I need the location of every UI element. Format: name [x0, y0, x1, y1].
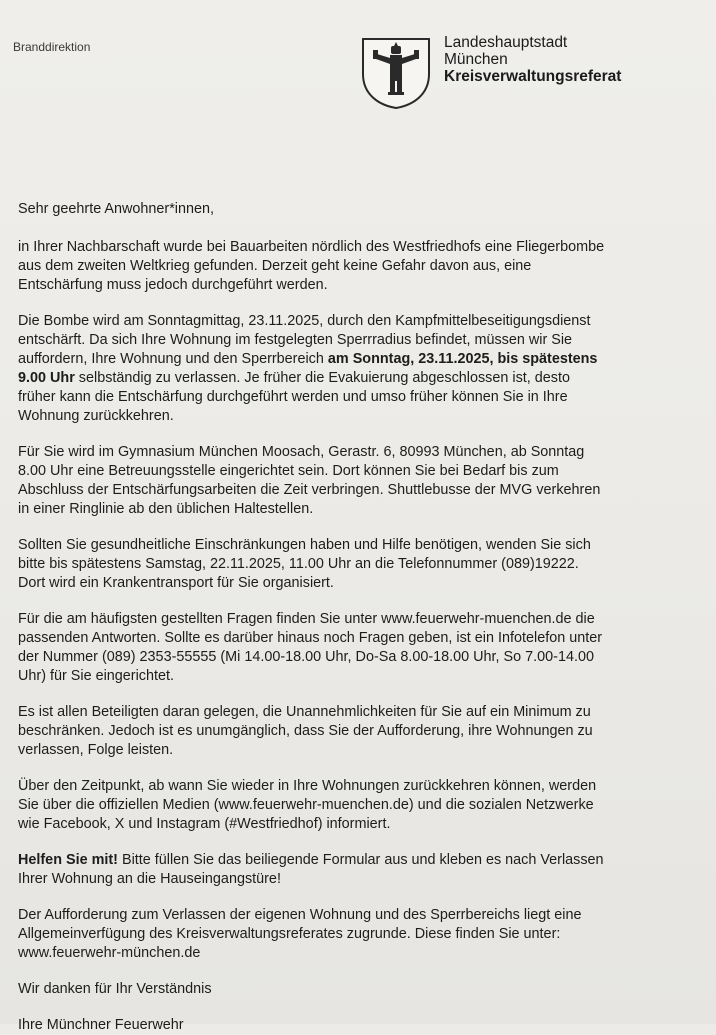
paragraph-9-line: Der Aufforderung zum Verlassen der eigenen Wohnung und des Sperrbereichs liegt eine — [18, 907, 582, 923]
salutation: Sehr geehrte Anwohner*innen, — [18, 201, 215, 217]
paragraph-4-line: Sollten Sie gesundheitliche Einschränkungen haben und Hilfe benötigen, wenden Sie sich — [18, 537, 591, 553]
issuer-block — [444, 34, 621, 85]
paragraph-2-line: früher kann die Entschärfung durchgeführt werden und umso früher können Sie in Ihre — [18, 389, 568, 405]
paragraph-7-line: Sie über die offiziellen Medien (www.feuerwehr-muenchen.de) und die sozialen Netzwerke — [18, 797, 594, 813]
paragraph-9-line: www.feuerwehr-münchen.de — [18, 945, 201, 961]
help-callout: Helfen Sie mit! — [18, 852, 118, 868]
paragraph-5-line: der Nummer (089) 2353-55555 (Mi 14.00-18.00 Uhr, Do-Sa 8.00-18.00 Uhr, So 7.00-14.00 — [18, 649, 594, 665]
paragraph-5-line: passenden Antworten. Sollte es darüber hinaus noch Fragen geben, ist ein Infotelefon unter — [18, 630, 603, 646]
paragraph-6-line: beschränken. Jedoch ist es unumgänglich, dass Sie der Aufforderung, ihre Wohnungen zu — [18, 723, 593, 739]
paragraph-2-text: auffordern, Ihre Wohnung und den Sperrbereich — [18, 351, 328, 367]
paragraph-6-line: verlassen, Folge leisten. — [18, 742, 174, 758]
paragraph-4-line: bitte bis spätestens Samstag, 22.11.2025, 11.00 Uhr an die Telefonnummer (089)19222. — [18, 556, 579, 572]
paragraph-8-text: Bitte füllen Sie das beiliegende Formular aus und kleben es nach Verlassen — [117, 852, 604, 868]
issuer-line-name: München — [444, 51, 508, 68]
issuer-line-city: Landeshauptstadt — [444, 34, 568, 51]
paragraph-2-line — [18, 350, 698, 369]
paragraph-3-line: 8.00 Uhr eine Betreuungsstelle eingerichtet sein. Dort können Sie bei Bedarf bis zum — [18, 463, 559, 479]
paragraph-2-line: Die Bombe wird am Sonntagmittag, 23.11.2025, durch den Kampfmittelbeseitigungsdienst — [18, 313, 591, 329]
paragraph-2-line: Wohnung zurückkehren. — [18, 408, 174, 424]
paragraph-5-line: Uhr) für Sie eingerichtet. — [18, 668, 174, 684]
paragraph-3-line: in einer Ringlinie ab den üblichen Haltestellen. — [18, 501, 314, 517]
issuer-line-department: Kreisverwaltungsreferat — [444, 68, 622, 85]
signature: Ihre Münchner Feuerwehr — [18, 1017, 184, 1033]
paragraph-2-line — [18, 369, 698, 388]
paragraph-2-text: selbständig zu verlassen. Je früher die Evakuierung abgeschlossen ist, desto — [74, 370, 570, 386]
paragraph-8-line: Ihrer Wohnung an die Hauseingangstüre! — [18, 871, 281, 887]
paragraph-5-line: Für die am häufigsten gestellten Fragen finden Sie unter www.feuerwehr-muenchen.de die — [18, 611, 595, 627]
deadline-highlight: am Sonntag, 23.11.2025, bis spätestens — [327, 351, 598, 367]
paragraph-7-line: wie Facebook, X und Instagram (#Westfriedhof) informiert. — [18, 816, 391, 832]
paragraph-8-line — [18, 851, 698, 870]
paragraph-3-line: Für Sie wird im Gymnasium München Moosach, Gerastr. 6, 80993 München, ab Sonntag — [18, 444, 585, 460]
paragraph-1-line: Entschärfung muss jedoch durchgeführt werden. — [18, 277, 328, 293]
paragraph-2-line: entschärft. Da sich Ihre Wohnung im festgelegten Sperrradius befindet, müssen wir Sie — [18, 332, 573, 348]
paragraph-6-line: Es ist allen Beteiligten daran gelegen, die Unannehmlichkeiten für Sie auf ein Minimum zu — [18, 704, 591, 720]
paragraph-7-line: Über den Zeitpunkt, ab wann Sie wieder in Ihre Wohnungen zurückkehren können, werden — [18, 778, 597, 794]
letter-body — [18, 200, 698, 1035]
paragraph-3-line: Abschluss der Entschärfungsarbeiten die Zeit verbringen. Shuttlebusse der MVG verkehren — [18, 482, 601, 498]
paragraph-4-line: Dort wird ein Krankentransport für Sie organisiert. — [18, 575, 334, 591]
paragraph-9-line: Allgemeinverfügung des Kreisverwaltungsreferates zugrunde. Diese finden Sie unter: — [18, 926, 561, 942]
paragraph-1-line: aus dem zweiten Weltkrieg gefunden. Derzeit geht keine Gefahr davon aus, eine — [18, 258, 532, 274]
deadline-time-highlight: 9.00 Uhr — [18, 370, 75, 386]
paragraph-1-line: in Ihrer Nachbarschaft wurde bei Bauarbeiten nördlich des Westfriedhofs eine Fliegerbombe — [18, 239, 605, 255]
closing-thanks: Wir danken für Ihr Verständnis — [18, 981, 212, 997]
department-label: Branddirektion — [13, 40, 91, 54]
munich-coat-of-arms-icon — [360, 36, 432, 110]
